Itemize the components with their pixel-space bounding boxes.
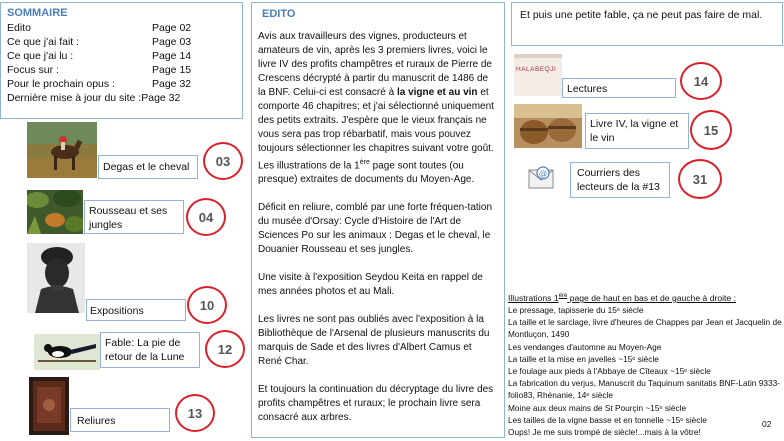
left-item-degas-label: Degas et le cheval xyxy=(103,161,190,173)
illustration-item: Oups! Je me suis trompé de siècle!...mais à la vôtre! xyxy=(508,427,701,438)
right-item-lectures-box[interactable] xyxy=(562,78,676,98)
magpie-image xyxy=(34,334,100,370)
toc-row-edito[interactable]: Edito Page 02 xyxy=(7,22,192,34)
right-item-lectures-number[interactable]: 14 xyxy=(680,62,722,100)
reliures-thumbnail[interactable] xyxy=(29,377,69,435)
left-item-reliures-box[interactable] xyxy=(70,408,170,432)
left-item-degas-number[interactable]: 03 xyxy=(203,142,243,180)
degas-thumbnail[interactable] xyxy=(27,122,97,178)
seydou-keita-portrait-image xyxy=(27,243,85,313)
illustration-item: Moine aux deux mains de St Pourçin ~15ᵉ siècle xyxy=(508,402,687,413)
edito-paragraph-5: Et toujours la continuation du décryptage du livre des profits champêtres et ruraux; le prochain livre sera consacré aux arbres. xyxy=(258,384,494,424)
left-item-fable-label: Fable: La pie de retour de la Lune xyxy=(105,337,185,363)
toc-row-fait[interactable]: Ce que j'ai fait : Page 03 xyxy=(7,36,192,48)
fable-thumbnail[interactable] xyxy=(34,334,100,370)
left-item-reliures-number[interactable]: 13 xyxy=(175,394,215,432)
illustration-item: La taille et la mise en javelles ~15ᵉ siècle xyxy=(508,353,659,364)
right-item-courriers-box[interactable] xyxy=(570,162,670,198)
book-cover-image xyxy=(514,54,562,96)
edito-paragraph-2: Déficit en reliure, comblé par une forte fréquen-tation du musée d'Orsay: Cycle d'Histoire de l'Art de Sciences Po sur les animaux : Degas et le cheval, le Douanier Rousseau et ses jungles. xyxy=(258,202,493,256)
illustrations-caption xyxy=(508,290,783,438)
right-item-livre-iv-number[interactable]: 15 xyxy=(690,110,732,150)
left-item-fable-box[interactable] xyxy=(100,332,200,368)
fable-note-box xyxy=(511,2,783,46)
illustration-item: Les tailles de la vigne basse et en tonnelle ~15ᵉ siècle xyxy=(508,414,707,425)
left-item-reliures-label: Reliures xyxy=(77,415,116,427)
book-binding-image xyxy=(29,377,69,435)
book-cover-text: HALABEQJI xyxy=(516,66,557,73)
toc-row-focus[interactable]: Focus sur : Page 15 xyxy=(7,64,192,76)
left-item-expositions-label: Expositions xyxy=(90,305,144,317)
rousseau-thumbnail[interactable] xyxy=(27,190,83,234)
left-item-expositions-box[interactable] xyxy=(86,299,186,321)
left-item-rousseau-number[interactable]: 04 xyxy=(186,198,226,236)
svg-text:@: @ xyxy=(539,169,547,178)
edito-paragraph-1: Avis aux travailleurs des vignes, producteurs et amateurs de vin, après les 3 premiers livres, voici le livre IV des profits champêtres et ruraux de Pierre de Crescens décrypté à partir du manuscrit de 1486 de la BNF. Celui-ci est consacré à la vigne et au vin et comporte 46 chapitres; et j'ai sélectionné uniquement des petits extraits. J'espère que le vieux français ne vous sera pas trop rébarbatif, mais vous pouvez toujours sélectionner les chapitres suivant votre goût. Les illustrations de la 1ère page sont toutes (ou presque) extraites de documents du Moyen-Age. xyxy=(258,31,494,186)
right-item-courriers-label: Courriers des lecteurs de la #13 xyxy=(577,167,660,193)
toc-row-last-update[interactable]: Dernière mise à jour du site :Page 32 xyxy=(7,92,181,104)
rousseau-jungle-image xyxy=(27,190,83,234)
degas-horse-image xyxy=(27,122,97,178)
edito-text xyxy=(258,30,498,439)
right-item-courriers-number[interactable]: 31 xyxy=(678,159,722,199)
email-icon xyxy=(528,164,556,192)
edito-paragraph-3: Une visite à l'exposition Seydou Keita en rappel de mes années photos et au Mali. xyxy=(258,272,483,298)
left-item-degas-box[interactable] xyxy=(98,155,198,179)
illustration-item: Le foulage aux pieds à l'Abbaye de Cîteaux ~15ᵉ siècle xyxy=(508,366,711,377)
edito-title: EDITO xyxy=(262,8,296,20)
illustration-item: La fabrication du verjus, Manuscrit du Taquinum sanitatis BNF-Latin 9333-folio83, Rhénanie, 14ᵉ siècle xyxy=(508,378,780,401)
sommaire-box xyxy=(0,2,243,119)
illustration-item: Le pressage, tapisserie du 15ᵉ siècle xyxy=(508,305,644,316)
left-item-rousseau-box[interactable] xyxy=(84,200,184,234)
toc-row-lu[interactable]: Ce que j'ai lu : Page 14 xyxy=(7,50,192,62)
edito-paragraph-4: Les livres ne sont pas oubliés avec l'exposition à la Bibliothèque de l'Arsenal de plusieurs manuscrits du marquis de Sade et des livres d'Albert Camus et René Char. xyxy=(258,314,490,368)
right-item-lectures-label: Lectures xyxy=(567,83,608,95)
right-item-livre-iv-label: Livre IV, la vigne et le vin xyxy=(590,118,679,144)
sommaire-title: SOMMAIRE xyxy=(7,7,68,19)
lectures-thumbnail[interactable] xyxy=(514,54,562,96)
fable-note-text: Et puis une petite fable, ça ne peut pas faire de mal. xyxy=(520,9,763,21)
illustration-item: Les vendanges d'automne au Moyen-Age xyxy=(508,341,662,352)
illustrations-title: Illustrations 1ère page de haut en bas et de gauche à droite : xyxy=(508,292,736,303)
page-number: 02 xyxy=(762,419,772,429)
expositions-thumbnail[interactable] xyxy=(27,243,85,313)
wine-barrels-image xyxy=(514,104,582,148)
livre-iv-thumbnail[interactable] xyxy=(514,104,582,148)
right-item-livre-iv-box[interactable] xyxy=(585,113,689,149)
courriers-thumbnail[interactable] xyxy=(528,164,556,192)
left-item-rousseau-label: Rousseau et ses jungles xyxy=(89,205,168,231)
left-item-expositions-number[interactable]: 10 xyxy=(187,286,227,324)
toc-row-prochain[interactable]: Pour le prochain opus : Page 32 xyxy=(7,78,192,90)
left-item-fable-number[interactable]: 12 xyxy=(205,330,245,368)
illustration-item: La taille et le sarclage, livre d'heures de Chappes par Jean et Jacquelin de Montluçon, 1490 xyxy=(508,317,782,340)
